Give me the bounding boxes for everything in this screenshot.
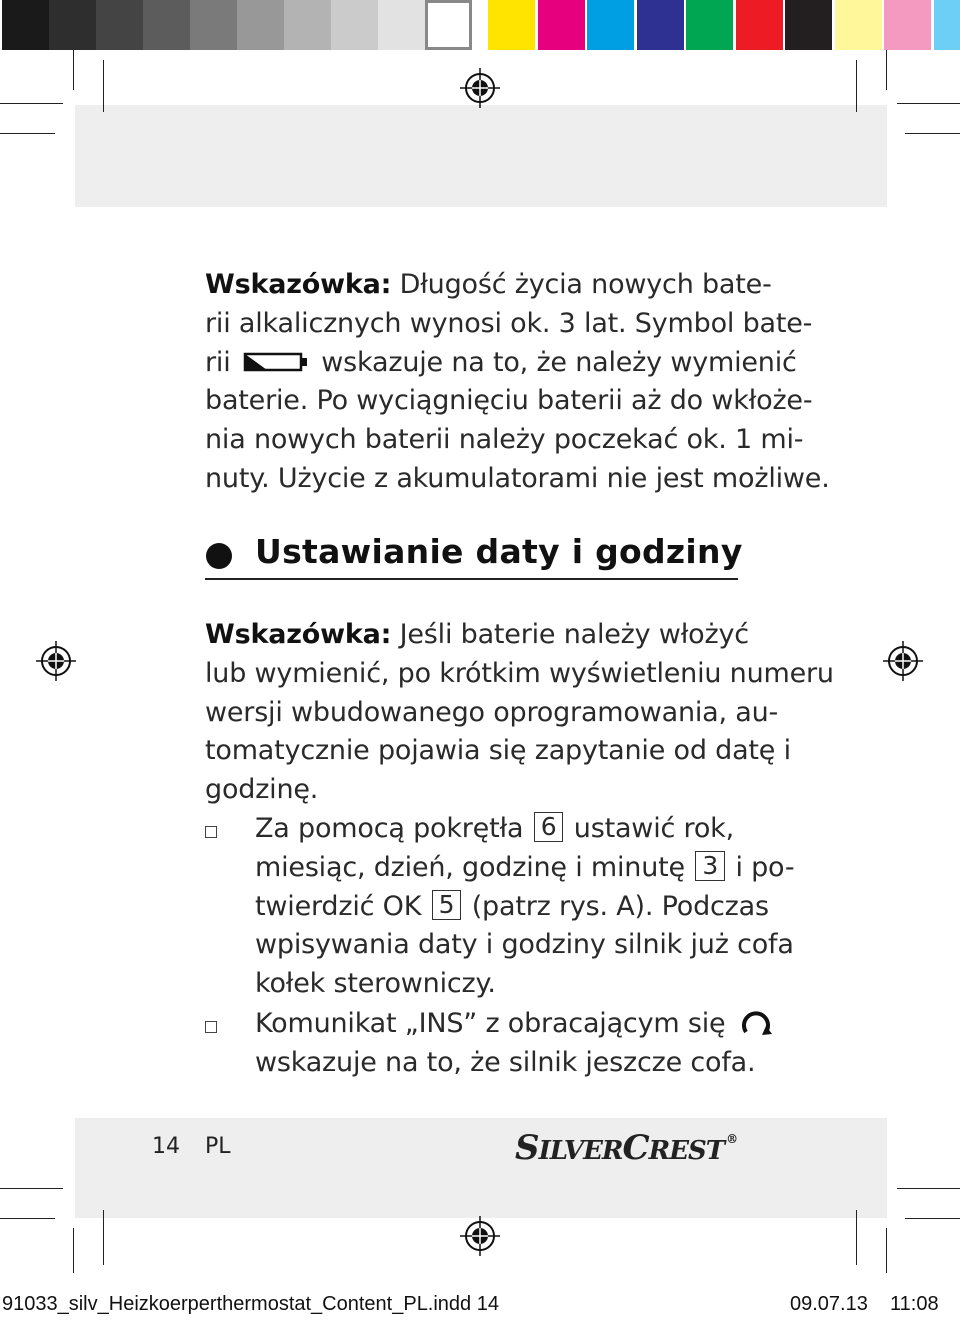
step-text: kołek sterowniczy. <box>255 968 496 1000</box>
step-text: twierdzić OK <box>255 890 422 922</box>
note-text-line: Długość życia nowych bate- <box>391 269 772 300</box>
calibration-swatch <box>2 0 49 50</box>
step-text: wpisywania daty i godziny silnik już cofa <box>255 929 794 961</box>
note-battery-life <box>205 266 830 499</box>
registration-target-icon <box>460 1216 500 1256</box>
ref-number: 5 <box>432 890 462 920</box>
note-text-line: nuty. Użycie z akumulatorami nie jest możliwe. <box>205 462 830 494</box>
slug-date: 09.07.13 <box>790 1293 868 1315</box>
ref-number: 3 <box>695 851 725 881</box>
battery-empty-icon <box>243 351 309 373</box>
registration-target-icon <box>36 641 76 681</box>
step-bullet-icon <box>205 826 217 838</box>
note-text-line: rii <box>205 346 231 378</box>
section-heading <box>205 532 743 580</box>
calibration-swatch <box>884 0 931 50</box>
language-code: PL <box>205 1134 231 1159</box>
calibration-swatch <box>143 0 190 50</box>
calibration-swatch <box>96 0 143 50</box>
calibration-swatch <box>237 0 284 50</box>
slug-filename: 91033_silv_Heizkoerperthermostat_Content_PL.indd 14 <box>2 1293 499 1315</box>
ref-number: 6 <box>534 812 564 842</box>
step-set-date <box>255 810 794 1004</box>
note-text-line: wskazuje na to, że należy wymienić <box>321 346 797 378</box>
calibration-swatch <box>835 0 882 50</box>
calibration-swatch <box>637 0 684 50</box>
step-bullet-icon <box>205 1021 217 1033</box>
note-date-time <box>205 616 834 810</box>
step-text: i po- <box>735 851 795 883</box>
note-text-line: nia nowych baterii należy poczekać ok. 1 mi- <box>205 424 804 456</box>
step-ins-message <box>255 1005 774 1083</box>
note-text-line: tomatycznie pojawia się zapytanie od datę i <box>205 735 791 767</box>
section-title: Ustawianie daty i godziny <box>255 532 743 571</box>
registration-target-icon <box>883 641 923 681</box>
silvercrest-logo: SILVERCREST ® <box>515 1128 738 1168</box>
step-text: miesiąc, dzień, godzinę i minutę <box>255 851 685 883</box>
calibration-swatch <box>488 0 535 50</box>
note-text-line: rii alkalicznych wynosi ok. 3 lat. Symbol bate- <box>205 307 813 339</box>
rotating-arrow-icon <box>740 1006 774 1036</box>
registration-target-icon <box>460 68 500 108</box>
note-text-line: baterie. Po wyciągnięciu baterii aż do wkłoże- <box>205 385 813 417</box>
calibration-swatch <box>587 0 634 50</box>
note-label: Wskazówka: <box>205 269 392 300</box>
calibration-swatch <box>686 0 733 50</box>
step-text: Za pomocą pokrętła <box>255 813 524 844</box>
step-text: ustawić rok, <box>573 813 734 844</box>
calibration-swatch <box>538 0 585 50</box>
calibration-swatch <box>331 0 378 50</box>
note-text-line: godzinę. <box>205 774 319 806</box>
calibration-swatch <box>284 0 331 50</box>
page-number: 14 <box>152 1134 180 1159</box>
calibration-swatch <box>425 0 472 50</box>
note-text-line: wersji wbudowanego oprogramowania, au- <box>205 696 779 728</box>
step-text: (patrz rys. A). Podczas <box>471 890 769 922</box>
note-text-line: Jeśli baterie należy włożyć <box>391 619 749 650</box>
note-label: Wskazówka: <box>205 619 392 650</box>
calibration-swatch <box>378 0 425 50</box>
step-text: Komunikat „INS” z obracającym się <box>255 1008 726 1039</box>
calibration-swatch <box>190 0 237 50</box>
calibration-swatch <box>934 0 960 50</box>
note-text-line: lub wymienić, po krótkim wyświetleniu numeru <box>205 657 834 689</box>
footer-band <box>75 1118 887 1218</box>
slug-time: 11:08 <box>890 1293 939 1315</box>
calibration-swatch <box>785 0 832 50</box>
step-text: wskazuje na to, że silnik jeszcze cofa. <box>255 1046 756 1078</box>
calibration-swatch <box>736 0 783 50</box>
filled-circle-icon <box>206 543 232 569</box>
header-band <box>75 105 887 207</box>
calibration-swatch <box>49 0 96 50</box>
